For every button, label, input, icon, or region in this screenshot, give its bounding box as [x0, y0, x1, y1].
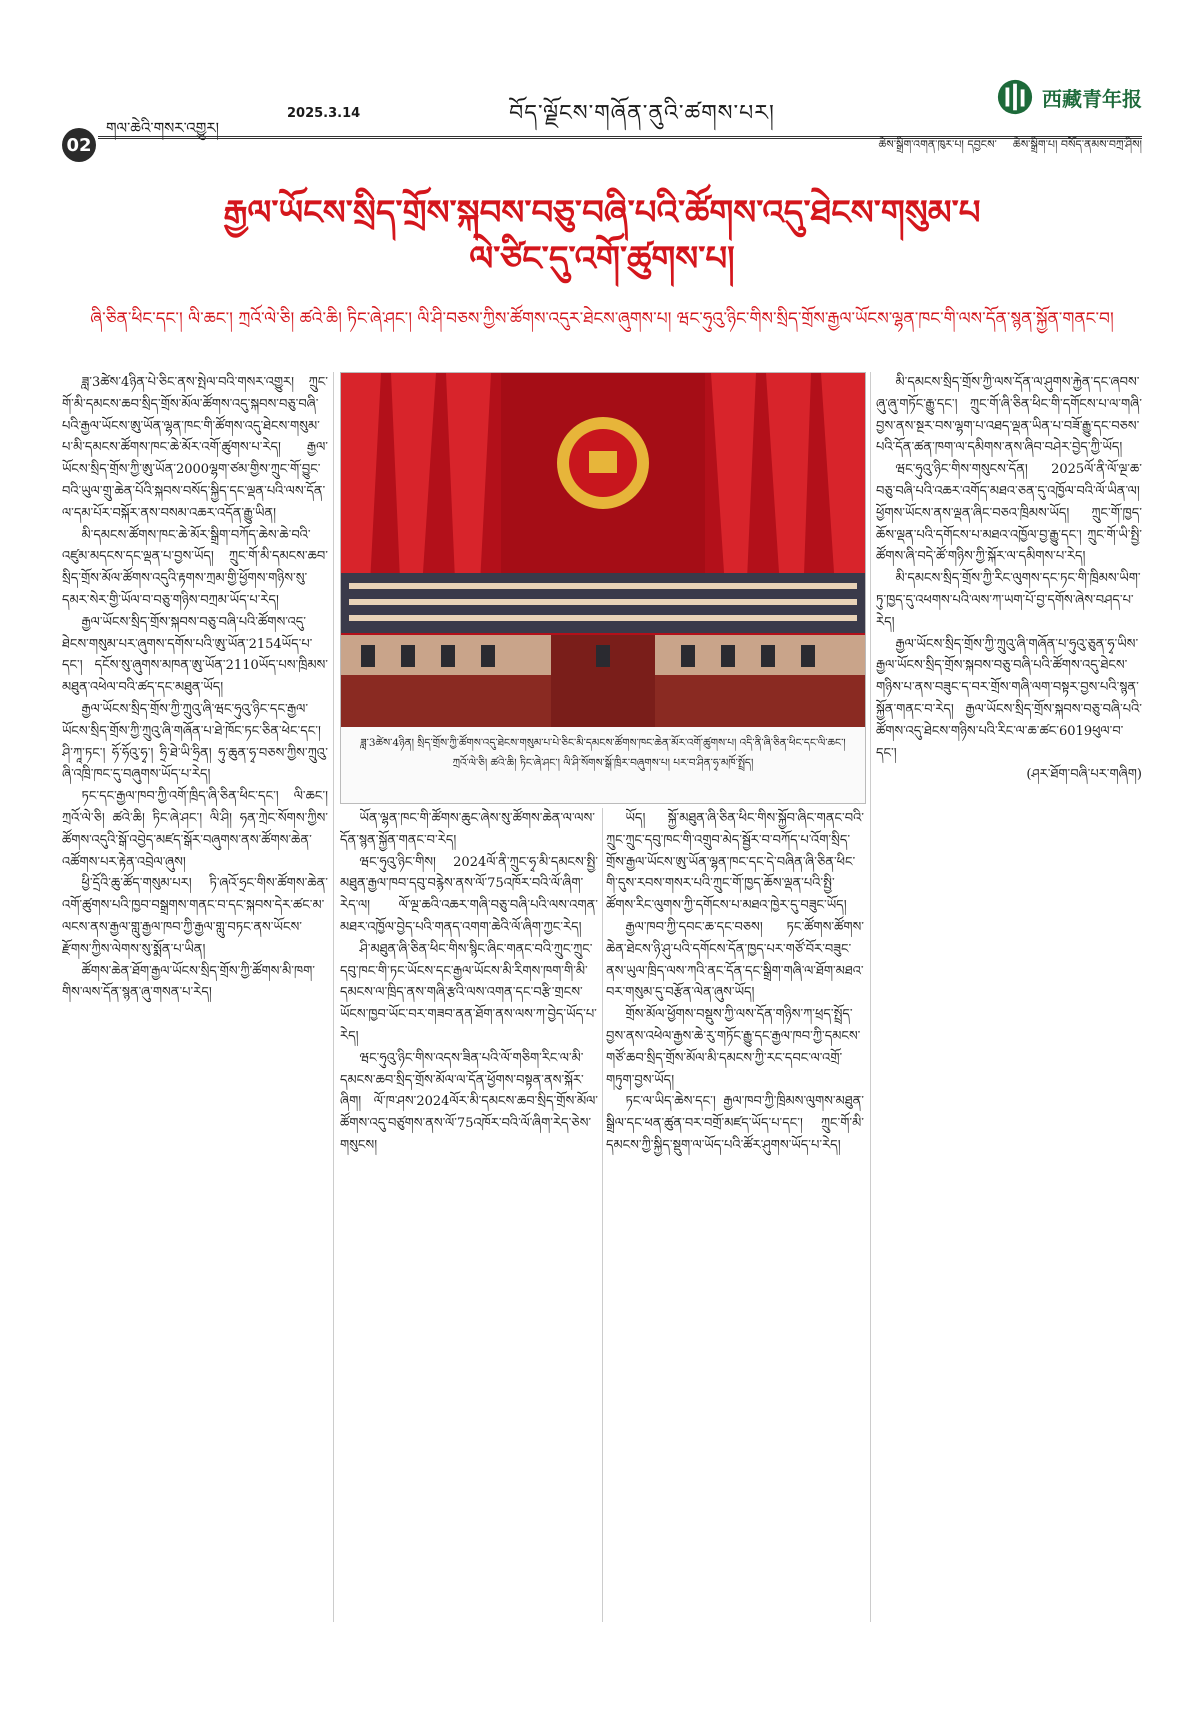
editor-left: ཆེས་སྒྲིག་འགན་ཁུར་པ། དབྱངས་: [878, 138, 997, 151]
news-photo-block: [340, 372, 866, 804]
article-paragraph: རྒྱལ་ཡོངས་སྲིད་གྲོས་ཀྱི་ཀྲུའུ་ཞི་ཝང་ཧུའུ་ཉིང་དང་རྒྱལ་ཡོངས་སྲིད་གྲོས་ཀྱི་ཀྲུའུ་ཞི་གཞོན་པ་ཐེ་ཁོང་ཏང་ཅིན་ཕེང་དང་། ཤི་ཀཱ་ཏང་། ཧོ་ཧོའུ་ཧྭ་། ཧྲི་ཐེ་ཡི་ཧྲིན། ཧུ་ཆུན་ཧྭ་བཅས་ཀྱིས་ཀྲུའུ་ཞི་འཁྲི་ཁང་དུ་བཞུགས་ཡོད་པ་རེད།: [62, 701, 328, 783]
headline: [62, 190, 1142, 282]
conference-hall-photo: [341, 373, 865, 727]
article-paragraph: མི་དམངས་སྲིད་གྲོས་ཀྱི་ལས་དོན་ལ་ཤུགས་རྐྱེན་དང་ཞབས་ཞུ་ཞུ་གཏོང་རྒྱུ་དང་། ཀྲུང་གོ་ཞི་ཅིན་ཕིང་གི་དགོངས་པ་ལ་གཞི་བྱས་ནས་སྔར་བས་ལྷག་པ་འཐད་ལྡན་ཡིན་པ་བཟོ་རྒྱུ་དང་བཅས་པའི་དོན་ཚན་ཁག་ལ་དམིགས་ནས་ཞིབ་བཤེར་བྱེད་ཀྱི་ཡོད།: [876, 375, 1142, 456]
article-paragraph: ཟླ་3ཚེས་4ཉིན་པེ་ཅིང་ནས་སྤེལ་བའི་གསར་འགྱུར། ཀྲུང་གོ་མི་དམངས་ཆབ་སྲིད་གྲོས་མོལ་ཚོགས་འདུ་སྐབས་བཅུ་བཞི་པའི་རྒྱལ་ཡོངས་ཨུ་ཡོན་ལྷན་ཁང་གི་ཚོགས་འདུ་ཐེངས་གསུམ་པ་མི་དམངས་ཚོགས་ཁང་ཆེ་མོར་འགོ་ཚུགས་པ་རེད། རྒྱལ་ཡོངས་སྲིད་གྲོས་ཀྱི་ཨུ་ཡོན་2000ལྷག་ཙམ་གྱིས་ཀྲུང་གོ་བྱུང་བའི་ཡུལ་གྲུ་ཆེན་པོའི་སྐབས་བསོད་སྐྱིད་དང་ལྡན་པའི་ལས་དོན་ལ་དམ་པོར་བསྐོར་ནས་བསམ་འཆར་འདོན་རྒྱུ་ཡིན།: [62, 375, 328, 521]
editor-right: ཆེས་སྒྲིག་པ། བསོད་ནམས་བཀྲ་ཤིས།: [1012, 138, 1142, 151]
section-name: གལ་ཆེའི་གསར་འགྱུར།: [106, 119, 219, 137]
article-paragraph: ཝང་ཧུའུ་ཉིང་གིས་གསུངས་དོན། 2025ལོ་ནི་ལོ་ལྔ་ཆ་བཅུ་བཞི་པའི་འཆར་འགོད་མཐའ་ཅན་དུ་འཁྱོལ་བའི་ལོ་ཡིན་ལ། ཕྱོགས་ཡོངས་ནས་ལྡན་ཞིང་བཅའ་ཁྲིམས་ཡོད། ཀྲུང་གོ་ཁྱད་ཆོས་ལྡན་པའི་དགོངས་པ་མཐའ་འཁྱོལ་བྱ་རྒྱུ་དང་། ཀྲུང་གོ་ཡི་སྤྱི་ཚོགས་ཞི་བདེ་ཚོ་གཉིས་ཀྱི་སྐོར་ལ་དམིགས་པ་རེད།: [876, 462, 1142, 565]
continued-note: (ཤར་ཐོག་བཞི་པར་གཞིག): [1026, 767, 1142, 783]
article-paragraph: ཏང་དང་རྒྱལ་ཁབ་ཀྱི་འགོ་ཁྲིད་ཞི་ཅིན་ཕིང་དང་། ལི་ཆང་། ཀྲའོ་ལེ་ཅི། ཚའེ་ཆི། ཏིང་ཞེ་ཤང་། ལི་ཤི། ཧན་ཀྲེང་སོགས་ཀྱིས་ཚོགས་འདུའི་སྒོ་འབྱེད་མཛད་སྒོར་བཞུགས་ནས་ཚོགས་ཆེན་འཚོགས་པར་རྟེན་འབྲེལ་ཞུས།: [62, 789, 328, 870]
column-divider: [602, 808, 603, 1622]
article-paragraph: ཤི་མཐུན་ཞི་ཅིན་ཕིང་གིས་སྙིང་ཞིང་གནང་བའི་ཀྲུང་ཀྲུང་དབུ་ཁང་གི་ཏང་ཡོངས་དང་རྒྱལ་ཡོངས་མི་རིགས་ཁག་གི་མི་དམངས་ལ་ཁྲིད་ནས་གཞི་རྩའི་ལས་འགན་དང་བརྩི་གྲངས་ཡོངས་ཁྱབ་ཡོང་བར་གཟབ་ནན་ཐོག་ནས་ལས་ཀ་བྱེད་ཡོད་པ་རེད།: [340, 941, 597, 1044]
article-paragraph: ཚོགས་ཆེན་ཐོག་རྒྱལ་ཡོངས་སྲིད་གྲོས་ཀྱི་ཚོགས་མི་ཁག་གིས་ལས་དོན་སྙན་ཞུ་གསན་པ་རེད།: [62, 963, 315, 1001]
subhead: ཞི་ཅིན་ཕིང་དང་། ལི་ཆང་། ཀྲའོ་ལེ་ཅི། ཚའེ་ཆི། ཏིང་ཞེ་ཤང་། ལི་ཤི་བཅས་ཀྱིས་ཚོགས་འདུར་ཐེངས་ཞུགས་པ། ཝང་ཧུའུ་ཉིང་གིས་སྲིད་གྲོས་རྒྱལ་ཡོངས་ལྷན་ཁང་གི་ལས་དོན་སྙན་སྐྱོན་གནང་བ།: [90, 309, 1114, 329]
photo-caption: ཟླ་3ཚེས་4ཉིན། སྲིད་གྲོས་ཀྱི་ཚོགས་འདུ་ཐེངས་གསུམ་པ་པེ་ཅིང་མི་དམངས་ཚོགས་ཁང་ཆེན་མོར་འགོ་ཚུགས་པ། འདི་ནི་ཞི་ཅིན་ཕིང་དང་ལི་ཆང་། ཀྲའོ་ལེ་ཅི། ཚའེ་ཆི། ཏིང་ཞེ་ཤང་། ལི་ཤི་སོགས་སྒོ་ཁྲིར་བཞུགས་པ། པར་བ་ཤིན་ཧྭ་མཁོ་སྤྲོད།: [360, 737, 846, 769]
article-paragraph: མི་དམངས་ཚོགས་ཁང་ཆེ་མོར་སྒྲིག་བཀོད་ཆེས་ཆེ་བའི་འཛུམ་མདངས་དང་ལྡན་པ་བྱས་ཡོད། ཀྲུང་གོ་མི་དམངས་ཆབ་སྲིད་གྲོས་མོལ་ཚོགས་འདུའི་རྟགས་ཀྲམ་གྱི་ཕྱོགས་གཉིས་སུ་དམར་སེར་གྱི་ཡོལ་བ་བཅུ་གཉིས་བཀྲམ་ཡོད་པ་རེད།: [62, 527, 328, 608]
article-paragraph: རྒྱལ་ཁབ་ཀྱི་དབང་ཆ་དང་བཅས། ཏང་ཚོགས་ཚོགས་ཆེན་ཐེངས་ཉི་ཤུ་པའི་དགོངས་དོན་ཁྱད་པར་གཙོ་བོར་བཟུང་ནས་ཡུལ་ཁྲིད་ལས་ཀའི་ནང་དོན་དང་སྒྲིག་གཞི་ལ་ཐོག་མཐའ་བར་གསུམ་དུ་བརྩོན་ལེན་ཞུས་ཡོད།: [606, 919, 864, 1001]
article-paragraph: མི་དམངས་སྲིད་གྲོས་ཀྱི་རིང་ལུགས་དང་ཏང་གི་ཁྲིམས་ཡིག་ཏུ་ཁྱད་དུ་འཕགས་པའི་ལས་ཀ་ཡག་པོ་བྱ་དགོས་ཞེས་བཤད་པ་རེད།: [876, 571, 1141, 630]
editor-credits: [878, 132, 1142, 163]
article-column-3: [606, 808, 864, 1622]
article-paragraph: ཏང་ལ་ཡིད་ཆེས་དང་། རྒྱལ་ཁབ་ཀྱི་ཁྲིམས་ལུགས་མཐུན་སྒྲིལ་དང་ཕན་ཚུན་བར་བགྲོ་མཛད་ཡོད་པ་དང་། ཀྲུང་གོ་མི་དམངས་ཀྱི་སྐྱིད་སྡུག་ལ་ཡོད་པའི་ཚོར་ཤུགས་ཡོད་པ་རེད།: [606, 1094, 864, 1153]
headline-line-1: རྒྱལ་ཡོངས་སྲིད་གྲོས་སྐབས་བཅུ་བཞི་པའི་ཚོགས་འདུ་ཐེངས་གསུམ་པ: [223, 193, 981, 233]
newspaper-logo-icon: [996, 78, 1034, 116]
article-paragraph: ཡོན་ལྷན་ཁང་གི་ཚོགས་ཆུང་ཞེས་སུ་ཚོགས་ཆེན་ལ་ལས་དོན་སྙན་སྐྱོན་གནང་བ་རེད།: [340, 811, 595, 848]
article-paragraph: ཝང་ཧུའུ་ཉིང་གིས་འདས་ཟིན་པའི་ལོ་གཅིག་རིང་ལ་མི་དམངས་ཆབ་སྲིད་གྲོས་མོལ་ལ་དོན་ཕྱོགས་བསྟན་ནས་སྐོར་ཞིག། ལོ་ཁ་ཤས་2024ལོར་མི་དམངས་ཆབ་སྲིད་གྲོས་མོལ་ཚོགས་འདུ་བཙུགས་ནས་ལོ་75འཁོར་བའི་ལོ་ཞིག་རེད་ཅེས་གསུངས།: [340, 1050, 598, 1153]
headline-line-2: ལེ་ཙིང་དུ་འགོ་ཚུགས་པ།: [469, 239, 735, 279]
article-paragraph: རྒྱལ་ཡོངས་སྲིད་གྲོས་སྐབས་བཅུ་བཞི་པའི་ཚོགས་འདུ་ཐེངས་གསུམ་པར་ཞུགས་དགོས་པའི་ཨུ་ཡོན་2154ཡོད་པ་དང་། དངོས་སུ་ཞུགས་མཁན་ཨུ་ཡོན་2110ཡོད་པས་ཁྲིམས་མཐུན་འཕེལ་བའི་ཚད་དང་མཐུན་ཡོད།: [62, 614, 328, 696]
article-paragraph: ཕྱི་དྲོའི་ཆུ་ཚོད་གསུམ་པར། ཏི་ཞའོ་ཧྲང་གིས་ཚོགས་ཆེན་འགོ་ཚུགས་པའི་ཁྱབ་བསྒྲགས་གནང་བ་དང་སྐབས་དེར་ཚང་མ་ལངས་ནས་རྒྱལ་གླུ་རྒྱལ་ཁབ་ཀྱི་རྒྱལ་གླུ་བཏང་ནས་ཡོངས་རྫོགས་ཀྱིས་ལེགས་སུ་སྨོན་པ་ཡིན།: [62, 876, 328, 957]
article-paragraph: རྒྱལ་ཡོངས་སྲིད་གྲོས་ཀྱི་ཀྲུའུ་ཞི་གཞོན་པ་ཧུའུ་ཅུན་ཧྭ་ཡིས་རྒྱལ་ཡོངས་སྲིད་གྲོས་སྐབས་བཅུ་བཞི་པའི་ཚོགས་འདུ་ཐེངས་གཉིས་པ་ནས་བཟུང་ད་བར་གྲོས་གཞི་ལག་བསྟར་བྱས་པའི་སྙན་སྐྱོན་གནང་བ་རེད། རྒྱལ་ཡོངས་སྲིད་གྲོས་སྐབས་བཅུ་བཞི་པའི་ཚོགས་འདུ་ཐེངས་གཉིས་པའི་རིང་ལ་ཆ་ཚང་6019ཕུལ་བ་དང་།: [876, 636, 1142, 761]
article-paragraph: ཝང་ཧུའུ་ཉིང་གིས། 2024ལོ་ནི་ཀྲུང་ཧྭ་མི་དམངས་སྤྱི་མཐུན་རྒྱལ་ཁབ་དབུ་བརྙེས་ནས་ལོ་75འཁོར་བའི་ལོ་ཞིག་རེད་ལ། ལོ་ལྔ་ཆའི་འཆར་གཞི་བཅུ་བཞི་པའི་ལས་འགན་མཐར་འཁྱོལ་བྱེད་པའི་གནད་འགག་ཆེའི་ལོ་ཞིག་ཀྱང་རེད།: [340, 854, 598, 935]
column-divider: [870, 372, 871, 1622]
article-column-1: [62, 372, 328, 1622]
page-number-badge: 02: [62, 128, 96, 162]
article-column-4: [876, 372, 1142, 1622]
newspaper-logo: [996, 78, 1142, 116]
masthead-tibetan: བོད་ལྗོངས་གཞོན་ནུའི་ཚགས་པར།: [509, 101, 775, 126]
newspaper-name: 西藏青年报: [1042, 86, 1142, 111]
article-paragraph: གྲོས་མོལ་ཕྱོགས་བསྡུས་ཀྱི་ལས་དོན་གཉིས་ཀ་ཕྲད་སྤྲོད་བྱས་ནས་འཕེལ་རྒྱས་ཆེ་རུ་གཏོང་རྒྱུ་དང་རྒྱལ་ཁབ་ཀྱི་དམངས་གཙོ་ཆབ་སྲིད་གྲོས་མོལ་མི་དམངས་ཀྱི་རང་དབང་ལ་འགྲོ་གཏུག་བྱས་ཡོད།: [606, 1007, 861, 1088]
article-column-2: [340, 808, 598, 1622]
issue-date: 2025.3.14: [287, 106, 361, 121]
column-divider: [333, 372, 334, 1622]
page-header: [62, 78, 1142, 168]
article-paragraph: ཡོད། སྐྱོ་མཐུན་ཞི་ཅིན་ཕིང་གིས་སྐྱོབ་ཞིང་གནང་བའི་ཀྲུང་ཀྲུང་དབུ་ཁང་གི་འགྲུབ་མེད་སྦྱོར་བ་བཀོད་པ་འོག་སྲིད་གྲོས་རྒྱལ་ཡོངས་ཨུ་ཡོན་ལྷན་ཁང་དང་དེ་བཞིན་ཞི་ཅིན་ཕིང་གི་དུས་རབས་གསར་པའི་ཀྲུང་གོ་ཁྱད་ཆོས་ལྡན་པའི་སྤྱི་ཚོགས་རིང་ལུགས་ཀྱི་དགོངས་པ་མཐའ་ཁྱེར་དུ་བཟུང་ཡོད།: [606, 811, 864, 914]
